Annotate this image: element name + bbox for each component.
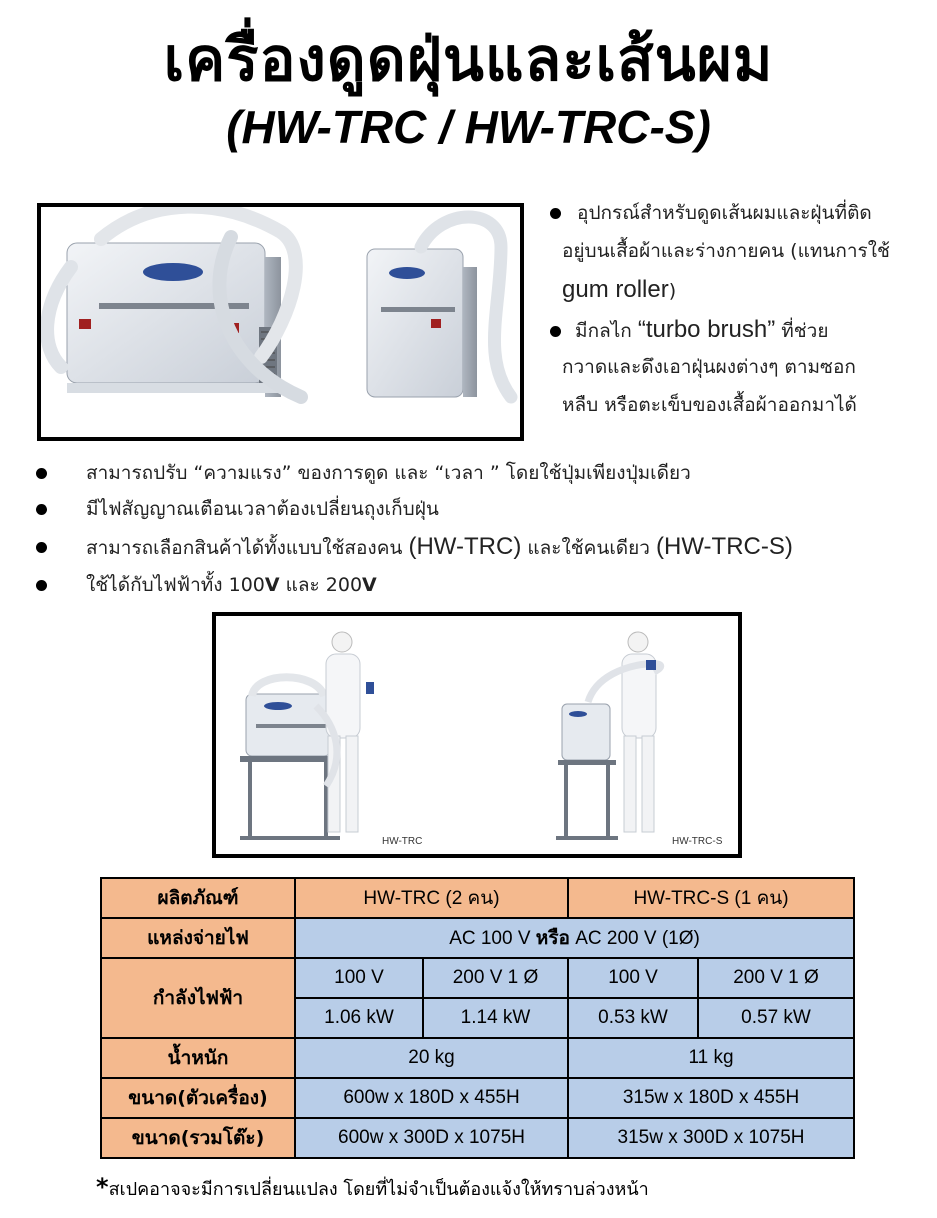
table-cell: 315w x 180D x 455H bbox=[568, 1078, 854, 1118]
table-cell: 200 V 1 Ø bbox=[423, 958, 568, 998]
table-cell: 0.53 kW bbox=[568, 998, 698, 1038]
table-row bbox=[101, 918, 854, 958]
bullet-icon bbox=[550, 208, 561, 219]
table-cell: 100 V bbox=[295, 958, 423, 998]
table-cell: 100 V bbox=[568, 958, 698, 998]
table-cell: 600w x 300D x 1075H bbox=[295, 1118, 568, 1158]
caption-right: HW-TRC-S bbox=[672, 836, 723, 847]
table-header-cell: HW-TRC-S (1 คน) bbox=[568, 878, 854, 918]
top-feature-2: มีกลไก “turbo brush” ที่ช่วย bbox=[550, 312, 930, 349]
page-title: เครื่องดูดฝุ่นและเส้นผม bbox=[163, 25, 774, 95]
bullet-icon bbox=[36, 504, 47, 515]
spec-table bbox=[100, 877, 855, 1159]
table-cell: 20 kg bbox=[295, 1038, 568, 1078]
table-cell: 1.14 kW bbox=[423, 998, 568, 1038]
caption-left: HW-TRC bbox=[382, 836, 423, 847]
row-label: น้ำหนัก bbox=[101, 1038, 295, 1078]
table-row bbox=[101, 1078, 854, 1118]
bullet-icon bbox=[36, 542, 47, 553]
bullet-icon bbox=[550, 326, 561, 337]
table-row bbox=[101, 878, 854, 918]
footnote: *สเปคอาจจะมีการเปลี่ยนแปลง โดยที่ไม่จำเป็นต้องแจ้งให้ทราบล่วงหน้า bbox=[96, 1173, 649, 1201]
table-cell: 600w x 180D x 455H bbox=[295, 1078, 568, 1118]
bullet-icon bbox=[36, 580, 47, 591]
row-label: แหล่งจ่ายไฟ bbox=[101, 918, 295, 958]
row-label: กำลังไฟฟ้า bbox=[101, 958, 295, 1038]
table-cell: 1.06 kW bbox=[295, 998, 423, 1038]
feature-list: สามารถปรับ “ความแรง” ของการดูด และ “เวลา ” โดยใช้ปุ่มเพียงปุ่มเดียว มีไฟสัญญาณเตือนเวลาต้องเปลี่ยนถุงเก็บฝุ่น สามารถเลือกสินค้าได้ทั้งแบบใช้สองคน (HW-TRC) และใช้คนเดียว (HW-TRC-S) ใช้ได้กับไฟฟ้าทั้ง 100V และ 200V bbox=[36, 455, 916, 605]
table-cell: 200 V 1 Ø bbox=[698, 958, 854, 998]
row-label: ขนาด(รวมโต๊ะ) bbox=[101, 1118, 295, 1158]
table-cell: 315w x 300D x 1075H bbox=[568, 1118, 854, 1158]
table-row bbox=[101, 958, 854, 998]
table-cell: AC 100 V หรือ AC 200 V (1Ø) bbox=[295, 918, 854, 958]
top-feature-1: อุปกรณ์สำหรับดูดเส้นผมและฝุ่นที่ติด bbox=[550, 196, 930, 231]
table-row bbox=[101, 1118, 854, 1158]
bullet-icon bbox=[36, 468, 47, 479]
table-row bbox=[101, 1038, 854, 1078]
model-subtitle: (HW-TRC / HW-TRC-S) bbox=[226, 101, 711, 153]
row-label: ขนาด(ตัวเครื่อง) bbox=[101, 1078, 295, 1118]
usage-illustration bbox=[216, 616, 738, 854]
table-cell: 11 kg bbox=[568, 1038, 854, 1078]
vacuum-units-illustration bbox=[41, 207, 520, 437]
top-feature-list: อุปกรณ์สำหรับดูดเส้นผมและฝุ่นที่ติด อยู่บนเสื้อผ้าและร่างกายคน (แทนการใช้ gum roller) มีกลไก “turbo brush” ที่ช่วย กวาดและดึงเอาฝุ่นผงต่างๆ ตามซอก หลืบ หรือตะเข็บของเสื้อผ้าออกมาได้ bbox=[550, 196, 930, 426]
usage-photo bbox=[212, 612, 742, 858]
table-header-cell: ผลิตภัณฑ์ bbox=[101, 878, 295, 918]
product-photo bbox=[37, 203, 524, 441]
table-cell: 0.57 kW bbox=[698, 998, 854, 1038]
table-header-cell: HW-TRC (2 คน) bbox=[295, 878, 568, 918]
